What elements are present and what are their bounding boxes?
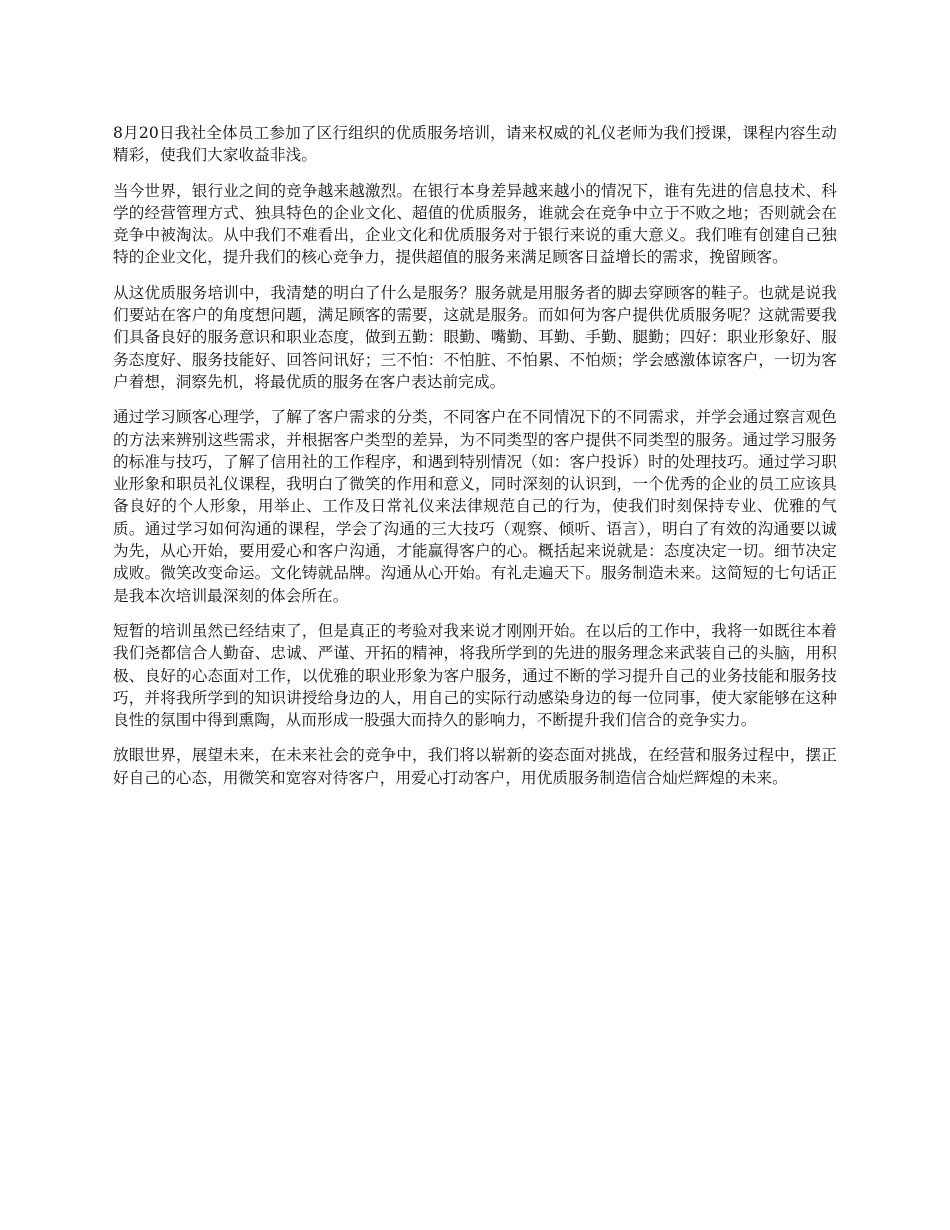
paragraph-what-is-service: 从这优质服务培训中，我清楚的明白了什么是服务？服务就是用服务者的脚去穿顾客的鞋子。也就是说我们要站在客户的角度想问题，满足顾客的需要，这就是服务。而如何为客户提供优质服务呢？这就需要我们具备良好的服务意识和职业态度，做到五勤：眼勤、嘴勤、耳勤、手勤、腿勤；四好：职业形象好、服务态度好、服务技能好、回答问讯好；三不怕：不怕脏、不怕累、不怕烦；学会感激体谅客户，一切为客户着想，洞察先机，将最优质的服务在客户表达前完成。 bbox=[113, 283, 837, 391]
paragraph-competition: 当今世界，银行业之间的竞争越来越激烈。在银行本身差异越来越小的情况下，谁有先进的信息技术、科学的经营管理方式、独具特色的企业文化、超值的优质服务，谁就会在竞争中立于不败之地；否则就会在竞争中被淘汰。从中我们不难看出，企业文化和优质服务对于银行来说的重大意义。我们唯有创建自己独特的企业文化，提升我们的核心竞争力，提供超值的服务来满足顾客日益增长的需求，挽留顾客。 bbox=[113, 181, 837, 267]
paragraph-future-work: 短暂的培训虽然已经结束了，但是真正的考验对我来说才刚刚开始。在以后的工作中，我将一如既往本着我们尧都信合人勤奋、忠诚、严谨、开拓的精神，将我所学到的先进的服务理念来武装自己的头脑，用积极、良好的心态面对工作，以优雅的职业形象为客户服务，通过不断的学习提升自己的业务技能和服务技巧，并将我所学到的知识讲授给身边的人，用自己的实际行动感染身边的每一位同事，使大家能够在这种良性的氛围中得到熏陶，从而形成一股强大而持久的影响力，不断提升我们信合的竞争实力。 bbox=[113, 621, 837, 730]
document-body bbox=[113, 122, 837, 802]
paragraph-learning: 通过学习顾客心理学，了解了客户需求的分类，不同客户在不同情况下的不同需求，并学会通过察言观色的方法来辨别这些需求，并根据客户类型的差异，为不同类型的客户提供不同类型的服务。通过学习服务的标准与技巧，了解了信用社的工作程序，和遇到特别情况（如：客户投诉）时的处理技巧。通过学习职业形象和职员礼仪课程，我明白了微笑的作用和意义，同时深刻的认识到，一个优秀的企业的员工应该具备良好的个人形象，用举止、工作及日常礼仪来法律规范自己的行为，使我们时刻保持专业、优雅的气质。通过学习如何沟通的课程，学会了沟通的三大技巧（观察、倾听、语言），明白了有效的沟通要以诚为先，从心开始，要用爱心和客户沟通，才能赢得客户的心。概括起来说就是：态度决定一切。细节决定成败。微笑改变命运。文化铸就品牌。沟通从心开始。有礼走遍天下。服务制造未来。这简短的七句话正是我本次培训最深刻的体会所在。 bbox=[113, 408, 837, 605]
paragraph-conclusion: 放眼世界，展望未来，在未来社会的竞争中，我们将以崭新的姿态面对挑战，在经营和服务过程中，摆正好自己的心态，用微笑和宽容对待客户，用爱心打动客户，用优质服务制造信合灿烂辉煌的未来。 bbox=[113, 746, 837, 787]
paragraph-intro: 8月20日我社全体员工参加了区行组织的优质服务培训，请来权威的礼仪老师为我们授课，课程内容生动精彩，使我们大家收益非浅。 bbox=[113, 124, 837, 165]
